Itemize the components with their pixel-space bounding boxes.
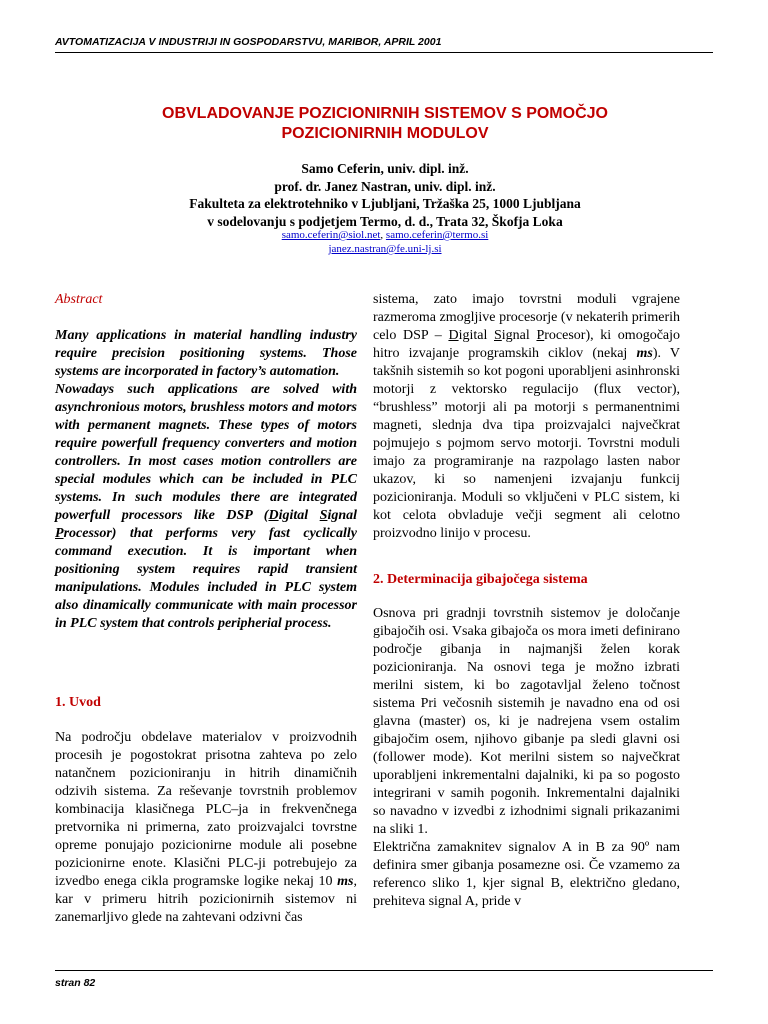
abstract-body — [55, 327, 357, 633]
paper-title — [60, 104, 710, 144]
email-link-3[interactable]: janez.nastran@fe.uni-lj.si — [328, 243, 442, 255]
header-conference: AVTOMATIZACIJA V INDUSTRIJI IN GOSPODARSTVU, — [55, 36, 329, 48]
email-separator: , — [380, 229, 386, 241]
title-line-2: POZICIONIRNIH MODULOV — [281, 125, 489, 142]
section-2-paragraph-1: Osnova pri gradnji tovrstnih sistemov je določanje gibajočih osi. Vsaka gibajoča os mora imeti definirano področje gibanja in najmanjši želen korak pozicioniranja. Na osnovi tega je možno izbrati merilni sistem, ki bo zagotavljal želeno točnost sistema Pri večosnih sistemih je navadno ena od osi glavna (master) os, ki je nadrejena vsem ostalim gibajočim osem, njihovo gibanje pa sledi glavni osi (follower mode). Kot merilni sistem so največkrat uporabljeni inkrementalni dajalniki, ki pa so pogosto integrirani v samih pogonih. Inkrementalni dajalniki so navadno v izvedbi z izhodnimi signali prikazanimi na sliki 1. — [373, 606, 680, 837]
section-2-heading: 2. Determinacija gibajočega sistema — [373, 572, 588, 587]
author-1: Samo Ceferin, univ. dipl. inž. — [301, 161, 469, 176]
running-header — [55, 36, 441, 48]
header-place-date: MARIBOR, APRIL 2001 — [328, 36, 442, 48]
title-line-1: OBVLADOVANJE POZICIONIRNIH SISTEMOV S POMOČJO — [162, 105, 608, 122]
section-2-body — [373, 605, 680, 911]
abstract-paragraph-2: Nowadays such applications are solved with asynchronious motors, brushless motors and motors with permanent magnets. These types of motors require powerfull frequency converters and motion controllers. In most cases motion controllers are special modules which can be included in PLC systems. In such modules there are integrated powerfull processors like DSP (Digital Signal Processor) that performs very fast cyclically command execution. It is important when positioning system requires rapid transient manipulations. Modules included in PLC system also dinamically communicate with main processor in PLC system that controls peripherial process. — [55, 382, 358, 631]
abstract-paragraph-1: Many applications in material handling industry require precision positioning systems. Those systems are incorporated in factory’s automation. — [55, 328, 357, 379]
email-block — [60, 228, 710, 256]
section-1-heading: 1. Uvod — [55, 695, 101, 710]
author-2: prof. dr. Janez Nastran, univ. dipl. inž. — [274, 178, 496, 194]
header-rule — [55, 52, 713, 53]
author-block — [60, 160, 710, 230]
section-1-body: Na področju obdelave materialov v proizvodnih procesih je pogostokrat prisotna zahteva po zelo natančnem pozicioniranju in hitrih dinamičnih odzivih sistema. Za reševanje tovrstnih problemov kombinacija klasičnega PLC–ja in frekvenčnega pretvornika ni primerna, zato proizvajalci tovrstne opreme ponujajo pozicionirne module ali posebne pozicionirne enote. Klasični PLC-ji potrebujejo za izvedbo enega cikla programske logike nekaj 10 ms, kar v primeru hitrih pozicionirnih sistemov ni zanemarljivo glede na zahtevani odzivni čas — [55, 730, 357, 925]
section-2-paragraph-2: Električna zamaknitev signalov A in B za 90º nam definira smer gibanja posamezne osi. Če vzamemo za referenco sliko 1, kjer signal B, električno gledano, prehiteva signal A, pride v — [373, 840, 680, 909]
footer-rule — [55, 970, 713, 971]
page-number: stran 82 — [55, 977, 96, 989]
email-link-2[interactable]: samo.ceferin@termo.si — [385, 229, 489, 241]
email-link-1[interactable]: samo.ceferin@siol.net — [281, 229, 381, 241]
right-column-continuation: sistema, zato imajo tovrstni moduli vgrajene razmeroma zmogljive procesorje (v nekaterih primerih celo DSP – Digital Signal Procesor), ki omogočajo hitro izvajanje programskih ciklov (nekaj ms). V takšnih sistemih so kot pogoni uporabljeni asinhronski motorji z vektorsko regulacijo (flux vector), “brushless” motorji ali pa motorji s permanentnimi magneti, slednja dva tipa proizvajalci največkrat pojmujejo s pojmom servo motorji. Tovrstni moduli imajo za programiranje na razpolago lasten nabor ukazov, ki so namenjeni izvajanju funkcij pozicioniranja. Moduli so vključeni v PLC sistem, ki kot celota obvladuje večji segment ali celotno proizvodno linijo v procesu. — [373, 292, 681, 541]
affiliation-1: Fakulteta za elektrotehniko v Ljubljani, Tržaška 25, 1000 Ljubljana — [189, 196, 581, 211]
affiliation-2: v sodelovanju s podjetjem Termo, d. d., Trata 32, Škofja Loka — [207, 213, 563, 229]
abstract-heading: Abstract — [55, 292, 103, 307]
